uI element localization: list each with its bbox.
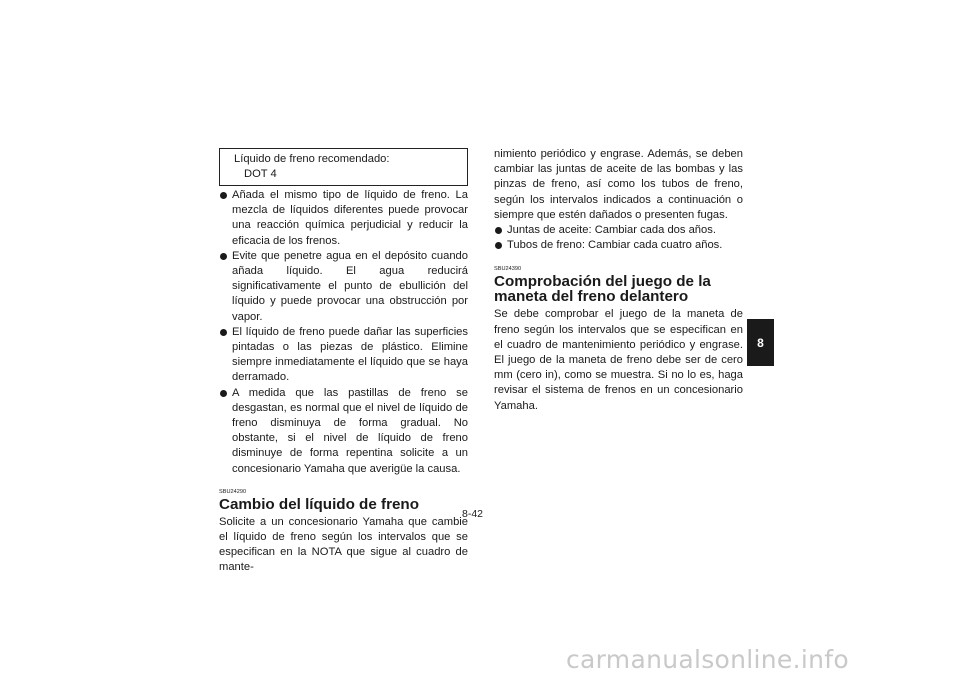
continued-paragraph: nimiento periódico y engrase. Además, se deben cambiar las juntas de aceite de las bombas y las pinzas de freno, así como los tubos de freno, según los intervalos indicados a continuación o siempre que estén dañados o presenten fugas.	[494, 148, 743, 221]
spec-label: Líquido de freno recomendado:	[234, 153, 390, 165]
section-code: SBU24290	[219, 488, 247, 495]
list-item: El líquido de freno puede dañar las superficies pintadas o las piezas de plástico. Elimine siempre inmediatamente el líquido que se haya derramado.	[219, 325, 468, 386]
bullet-icon	[495, 242, 502, 249]
watermark: carmanualsonline.info	[566, 645, 849, 674]
bullet-icon	[220, 192, 227, 199]
list-item: A medida que las pastillas de freno se desgastan, es normal que el nivel de líquido de freno disminuya de forma gradual. No obstante, si el nivel de líquido de freno disminuye de forma repentina solicite a un concesionario Yamaha que averigüe la causa.	[219, 386, 468, 477]
section-body: Se debe comprobar el juego de la maneta de freno según los intervalos que se especifican en el cuadro de mantenimiento periódico y engrase. El juego de la maneta de freno debe ser de cero mm (cero in), como se muestra. Si no lo es, haga revisar el sistema de frenos en un concesionario Yamaha.	[494, 308, 743, 412]
left-column	[219, 148, 468, 576]
section-code: SBU24390	[494, 266, 522, 273]
page-number: 8-42	[462, 508, 484, 520]
section-brake-lever-play	[494, 266, 743, 413]
recommended-fluid-box	[219, 148, 468, 186]
section-body: Solicite a un concesionario Yamaha que cambie el líquido de freno según los intervalos que se especifican en la NOTA que sigue al cuadro de mante-	[219, 515, 468, 574]
bullet-icon	[220, 390, 227, 397]
bullet-icon	[220, 253, 227, 260]
list-item: Añada el mismo tipo de líquido de freno. La mezcla de líquidos diferentes puede provocar una reacción química perjudicial y reducir la eficacia de los frenos.	[219, 188, 468, 249]
caution-list	[219, 188, 468, 477]
right-column	[494, 147, 743, 414]
section-brake-fluid-change	[219, 489, 468, 576]
list-item: Evite que penetre agua en el depósito cuando añada líquido. El agua reducirá significativamente el punto de ebullición del líquido y puede provocar una obstrucción por vapor.	[219, 249, 468, 325]
spec-value: DOT 4	[244, 168, 277, 181]
list-item: Tubos de freno: Cambiar cada cuatro años.	[494, 238, 743, 253]
list-item: Juntas de aceite: Cambiar cada dos años.	[494, 223, 743, 238]
replacement-intervals-list	[494, 223, 743, 253]
section-title: Cambio del líquido de freno	[219, 495, 419, 513]
chapter-tab: 8	[747, 319, 774, 366]
bullet-icon	[220, 329, 227, 336]
bullet-icon	[495, 227, 502, 234]
section-title: Comprobación del juego de la maneta del freno delantero	[494, 273, 711, 306]
